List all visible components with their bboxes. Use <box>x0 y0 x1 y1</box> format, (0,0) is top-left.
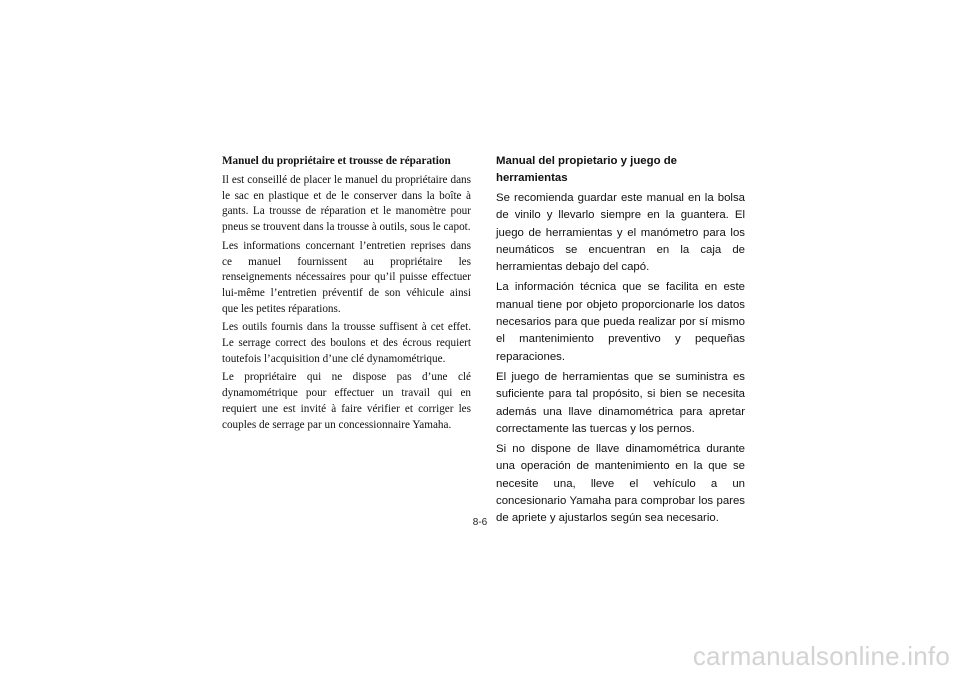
spanish-paragraph-4: Si no dispone de llave dinamométrica durante una operación de mantenimiento en la que se necesite una, lleve el vehículo a un concesionario Yamaha para comprobar los pares de apriete y ajustarlos según sea necesario. <box>496 443 745 525</box>
french-paragraph-3: Les outils fournis dans la trousse suffisent à cet effet. Le serrage correct des boulons et des écrous requiert toutefois l’acquisition d’une clé dynamométrique. <box>222 321 471 365</box>
spanish-paragraph-1: Se recomienda guardar este manual en la bolsa de vinilo y llevarlo siempre en la guantera. El juego de herramientas y el manómetro para los neumáticos se encuentran en la caja de herramientas debajo del capó. <box>496 192 745 274</box>
spanish-paragraph-3: El juego de herramientas que se suministra es suficiente para tal propósito, si bien se necesita además una llave dinamométrica para apretar correctamente las tuercas y los pernos. <box>496 370 745 435</box>
spanish-column <box>496 153 745 531</box>
french-section-heading: Manuel du propriétaire et trousse de réparation <box>222 155 451 167</box>
french-paragraph-2: Les informations concernant l’entretien reprises dans ce manuel fournissent au propriétaire les renseignements nécessaires pour qu’il puisse effectuer lui-même l’entretien préventif de son véhicule ainsi que les petites réparations. <box>222 239 471 315</box>
french-column <box>222 153 471 436</box>
spanish-paragraph-2: La información técnica que se facilita en este manual tiene por objeto proporcionarle los datos necesarios para que pueda realizar por sí mismo el mantenimiento preventivo y pequeñas reparaciones. <box>496 281 745 363</box>
spanish-section-heading: Manual del propietario y juego de herramientas <box>496 155 678 184</box>
page-number: 8-6 <box>472 517 488 528</box>
watermark: carmanualsonline.info <box>692 641 950 671</box>
french-paragraph-4: Le propriétaire qui ne dispose pas d’une clé dynamométrique pour effectuer un travail qui en requiert une est invité à faire vérifier et corriger les couples de serrage par un concessionnaire Yamaha. <box>222 371 471 431</box>
french-paragraph-1: Il est conseillé de placer le manuel du propriétaire dans le sac en plastique et de le conserver dans la boîte à gants. La trousse de réparation et le manomètre pour pneus se trouvent dans la trousse à outils, sous le capot. <box>222 174 471 234</box>
